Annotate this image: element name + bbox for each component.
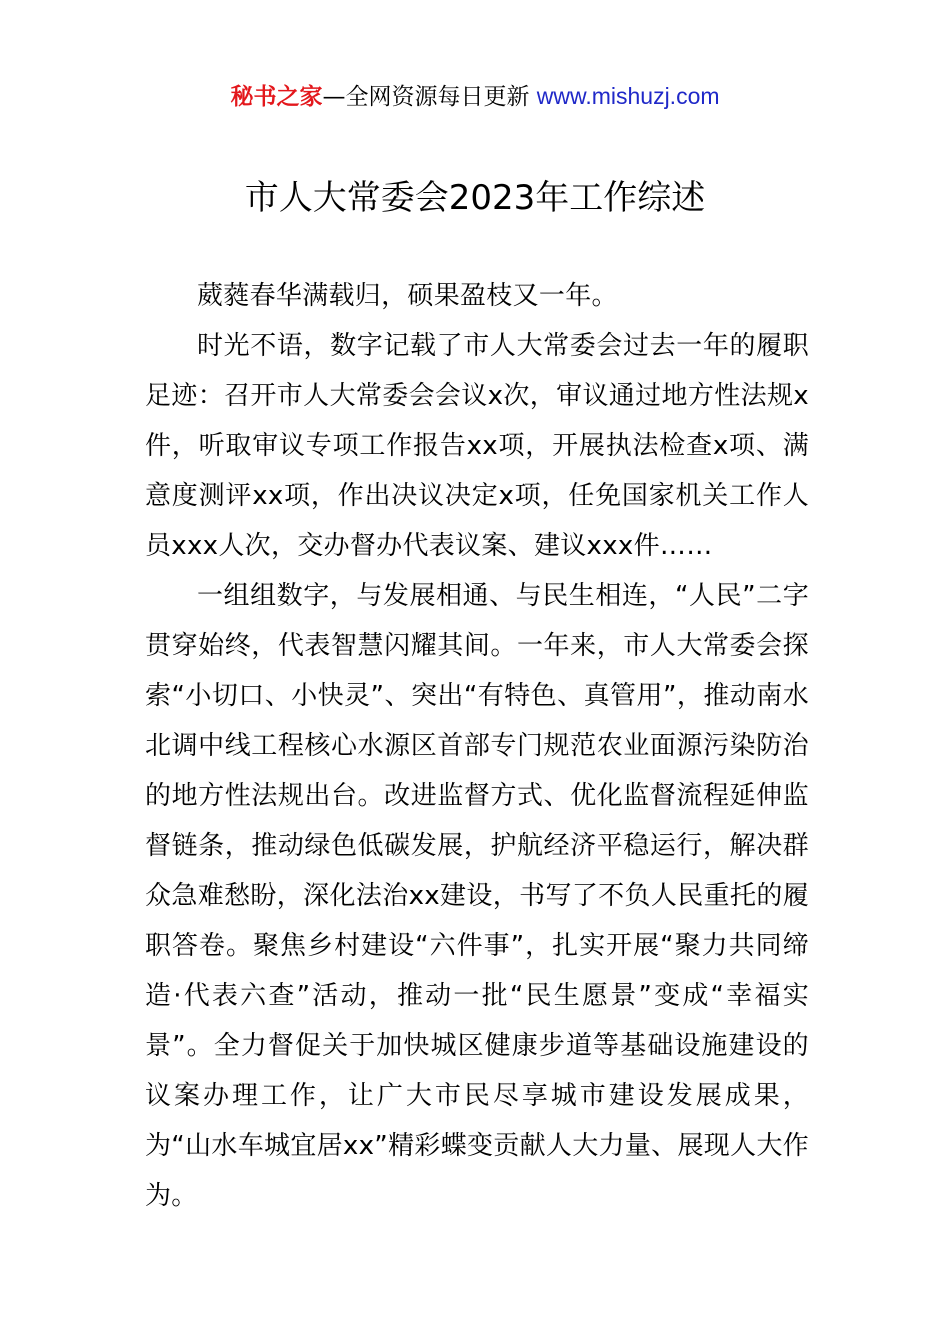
site-tagline: —全网资源每日更新 <box>322 84 537 110</box>
page-title: 市人大常委会2023年工作综述 <box>244 178 706 218</box>
paragraph-statistics: 时光不语，数字记载了市人大常委会过去一年的履职足迹：召开市人大常委会会议x次，审议通过地方性法规x件，听取审议专项工作报告xx项，开展执法检查x项、满意度测评xx项，作出决议决定x项，任免国家机关工作人员xxx人次，交办督办代表议案、建议xxx件…… <box>145 331 809 561</box>
site-url-link[interactable]: www.mishuzj.com <box>536 83 720 109</box>
paragraph-intro: 葳蕤春华满载归，硕果盈枝又一年。 <box>197 281 618 311</box>
brand-name: 秘书之家 <box>230 84 323 110</box>
site-header <box>0 78 950 115</box>
document-body <box>145 271 809 1221</box>
paragraph-achievements: 一组组数字，与发展相通、与民生相连，“人民”二字贯穿始终，代表智慧闪耀其间。一年来，市人大常委会探索“小切口、小快灵”、突出“有特色、真管用”，推动南水北调中线工程核心水源区首部专门规范农业面源污染防治的地方性法规出台。改进监督方式、优化监督流程延伸监督链条，推动绿色低碳发展，护航经济平稳运行，解决群众急难愁盼，深化法治xx建设，书写了不负人民重托的履职答卷。聚焦乡村建设“六件事”，扎实开展“聚力共同缔造·代表六查”活动，推动一批“民生愿景”变成“幸福实景”。全力督促关于加快城区健康步道等基础设施建设的议案办理工作，让广大市民尽享城市建设发展成果，为“山水车城宜居xx”精彩蝶变贡献人大力量、展现人大作为。 <box>145 581 809 1211</box>
